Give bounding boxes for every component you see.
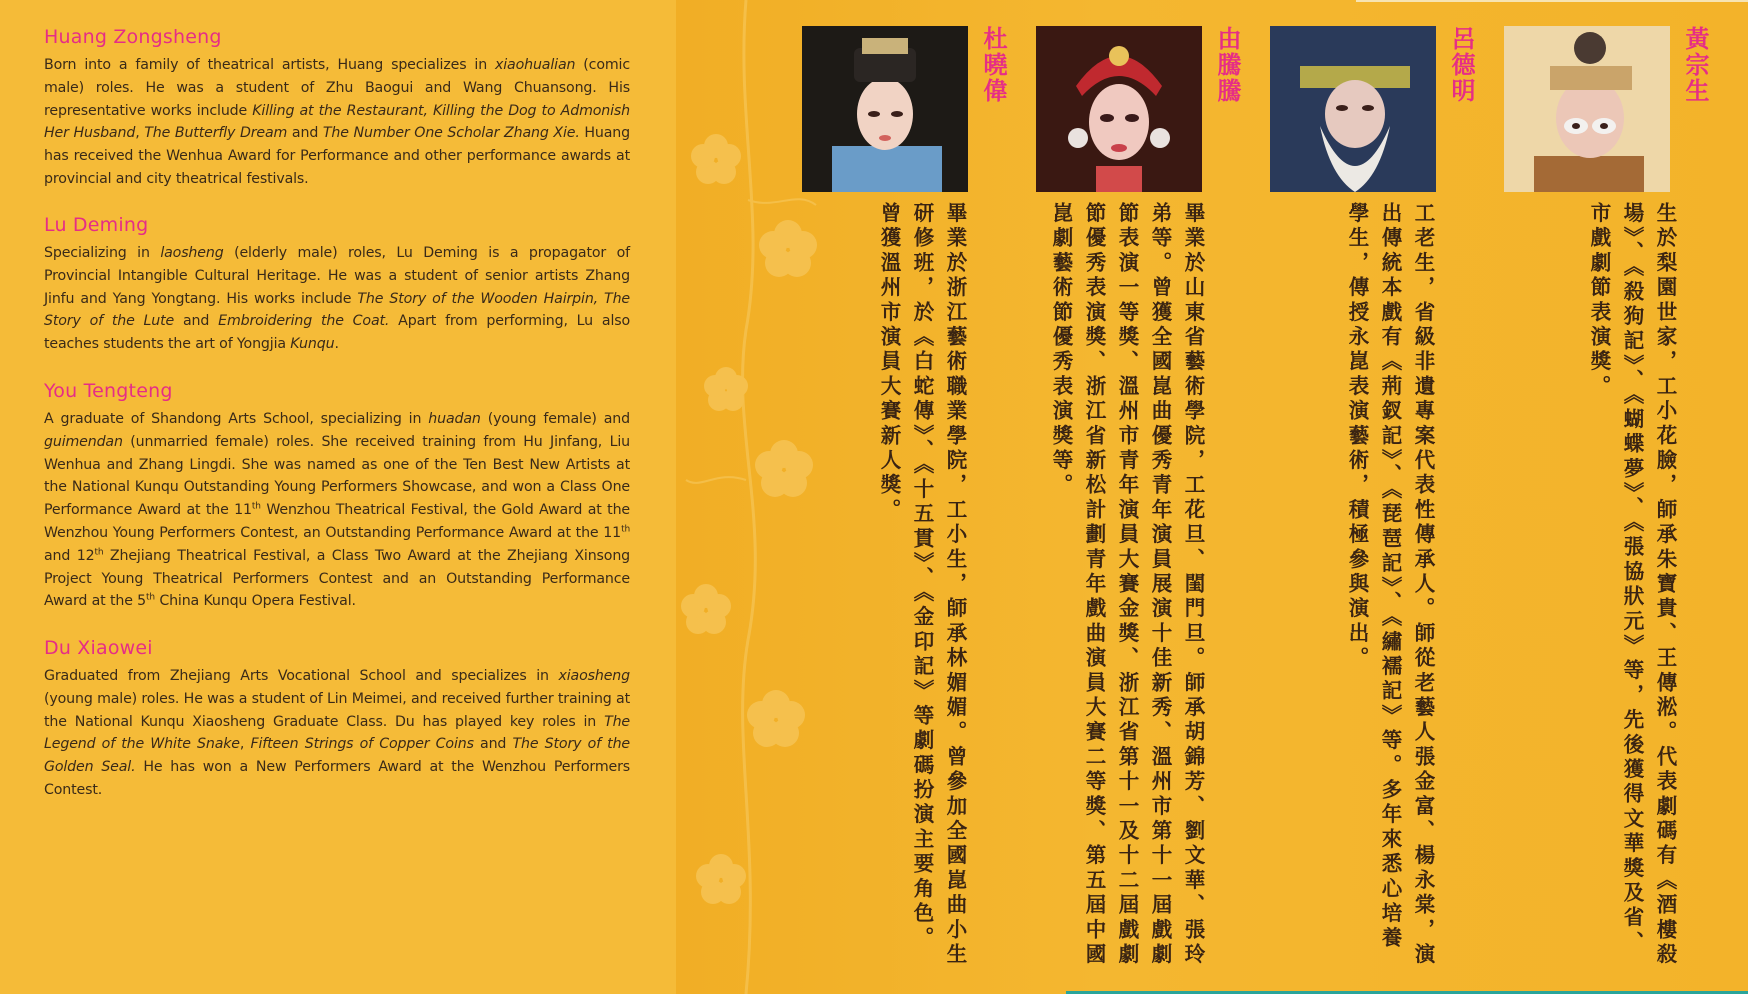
bio-text: Specializing in laosheng (elderly male) roles, Lu Deming is a propagator of Provincial Intangible Cultural Heritage. He was a student of senior artists Zhang Jinfu and Yang Yongtang. His works include The Story of the Wooden Hairpin, The Story of the Lute and Embroidering the Coat. Apart from performing, Lu also teaches students the art of Yongjia Kunqu. xyxy=(44,245,631,353)
chinese-name-lu-deming: 呂德明 xyxy=(1447,26,1475,104)
top-edge-line xyxy=(1356,0,1748,2)
chinese-bio-du-xiaowei: 畢業於浙江藝術職業學院，工小生，師承林媚媚。曾參加全國崑曲小生研修班，於《白蛇傳》、《十五貫》、《金印記》等劇碼扮演主要角色。曾獲溫州市演員大賽新人獎。 xyxy=(877,202,967,968)
chinese-name-huang-zongsheng: 黃宗生 xyxy=(1681,26,1709,104)
bio-text: Born into a family of theatrical artists, Huang specializes in xiaohualian (comic male) roles. He was a student of Zhu Baogui and Wang Chuansong. His representative works include Killing at the Restaurant, Killing the Dog to Admonish Her Husband, The Butterfly Dream and The Number One Scholar Zhang Xie. Huang has received the Wenhua Award for Performance and other performance awards at provincial and city theatrical festivals. xyxy=(44,57,630,187)
bio-huang-zongsheng xyxy=(44,26,630,191)
chinese-bio-huang-zongsheng: 生於梨園世家，工小花臉，師承朱寶貴、王傳淞。代表劇碼有《酒樓殺場》、《殺狗記》、《蝴蝶夢》、《張協狀元》等，先後獲得文華獎及省、市戲劇節表演獎。 xyxy=(1587,202,1677,968)
bio-text: Graduated from Zhejiang Arts Vocational School and specializes in xiaosheng (young male) roles. He was a student of Lin Meimei, and received further training at the National Kunqu Xiaosheng Graduate Class. Du has played key roles in The Legend of the White Snake, Fifteen Strings of Copper Coins and The Story of the Golden Seal. He has won a New Performers Award at the Wenzhou Performers Contest. xyxy=(44,668,630,798)
chinese-name-you-tengteng: 由騰騰 xyxy=(1213,26,1241,104)
bio-du-xiaowei xyxy=(44,637,630,802)
chinese-name-du-xiaowei: 杜曉偉 xyxy=(979,26,1007,104)
bio-you-tengteng xyxy=(44,380,630,613)
english-bio-panel xyxy=(0,0,676,994)
portrait-lu-deming xyxy=(1270,26,1436,192)
portrait-huang-zongsheng xyxy=(1504,26,1670,192)
bio-text: A graduate of Shandong Arts School, specializing in huadan (young female) and guimendan (unmarried female) roles. She received training from Hu Jinfang, Liu Wenhua and Zhang Lingdi. She was named as one of the Ten Best New Artists at the National Kunqu Outstanding Young Performers Showcase, and won a Class One Performance Award at the 11th Wenzhou Theatrical Festival, the Gold Award at the Wenzhou Young Performers Contest, an Outstanding Performance Award at the 11th and 12th Zhejiang Theatrical Festival, a Class Two Award at the Zhejiang Xinsong Project Young Theatrical Performers Contest and an Outstanding Performance Award at the 5th China Kunqu Opera Festival. xyxy=(44,411,631,610)
portrait-you-tengteng xyxy=(1036,26,1202,192)
bio-lu-deming xyxy=(44,214,630,356)
bio-name: Huang Zongsheng xyxy=(44,26,222,48)
portrait-du-xiaowei xyxy=(802,26,968,192)
chinese-bio-lu-deming: 工老生，省級非遺專案代表性傳承人。師從老藝人張金富、楊永棠，演出傳統本戲有《荊釵記》、《琵琶記》、《繡襦記》等。多年來悉心培養學生，傳授永崑表演藝術，積極參與演出。 xyxy=(1345,202,1435,968)
bio-name: Lu Deming xyxy=(44,214,149,236)
bio-name: You Tengteng xyxy=(44,380,173,402)
chinese-bio-you-tengteng: 畢業於山東省藝術學院，工花旦、閨門旦。師承胡錦芳、劉文華、張玲弟等。曾獲全國崑曲優秀青年演員展演十佳新秀、溫州市第十一屆戲劇節表演一等獎、溫州市青年演員大賽金獎、浙江省第十一及十二屆戲劇節優秀表演獎、浙江省新松計劃青年戲曲演員大賽二等獎、第五屆中國崑劇藝術節優秀表演獎等。 xyxy=(1049,202,1205,968)
chinese-bio-panel xyxy=(676,0,1748,994)
bio-name: Du Xiaowei xyxy=(44,637,153,659)
